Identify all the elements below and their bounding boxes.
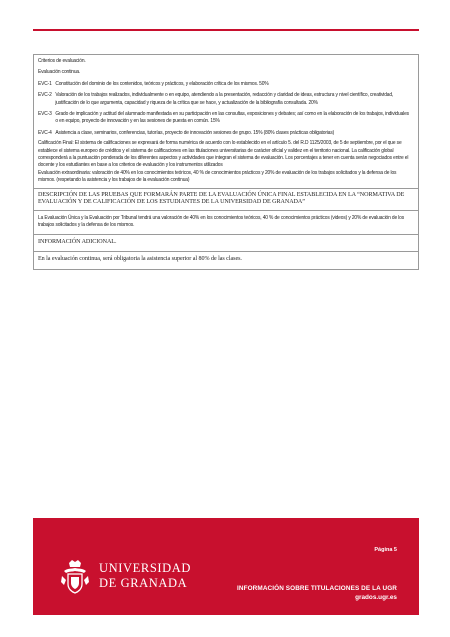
criterion-text: Valoración de los trabajos realizados, individualmente o en equipo, atendiendo a la presentación, redacción y claridad de ideas, estructura y nivel científico, creatividad, justificación de lo que argumenta, capacidad y riqueza de la crítica que se hace, y actualización de la bibliografía consultada. 20% xyxy=(55,92,394,106)
criterion-evc1 xyxy=(38,81,412,88)
criteria-subtitle: Evaluación continua. xyxy=(38,69,81,76)
criterion-evc3 xyxy=(38,111,412,126)
footer-site-link[interactable]: grados.ugr.es xyxy=(355,594,397,601)
single-eval-text-cell xyxy=(33,211,419,235)
criterion-evc4 xyxy=(38,130,412,137)
criterion-code: EVC-1 xyxy=(38,80,52,87)
additional-text-cell xyxy=(33,252,419,270)
criterion-code: EVC-4 xyxy=(38,129,52,136)
page-number: Página 5 xyxy=(374,547,397,553)
final-grade-text: Calificación Final: El sistema de calificaciones se expresará de forma numérica de acuerdo con lo establecido en el artículo 5. del R.D 1125/2003, de 5 de septiembre, por el que se establece el sistema europeo de créditos y el sistema de calificaciones en las titulaciones universitarias de carácter oficial y validez en el territorio nacional. La calificación global corresponderá a la puntuación ponderada de los diferentes aspectos y actividades que integran el sistema de evaluación. Los porcentajes a tener en cuenta serán negociados entre el docente y los estudiantes en base a los criterios de evaluación y los instrumentos utilizados xyxy=(38,140,409,169)
criterion-evc2 xyxy=(38,92,412,107)
header-rule xyxy=(33,29,419,31)
single-eval-text: La Evaluación Única y la Evaluación por Tribunal tendrá una valoración de 40% en los conocimientos teóricos, 40 % de conocimientos prácticos (videos) y 20% de evaluación de los trabajos solicitados y la defensa de los mismos. xyxy=(38,214,405,229)
criteria-cell xyxy=(33,54,419,189)
university-crest-icon xyxy=(60,559,90,595)
criterion-text: Grado de implicación y actitud del alumnado manifestada en su participación en las consultas, exposiciones y debates; así como en la elaboración de los trabajos, individuales o en equipo, proyecto de innovación y en las sesiones de puesta en común. 15% xyxy=(55,111,409,125)
criterion-code: EVC-2 xyxy=(38,92,52,99)
footer-banner xyxy=(33,518,419,615)
criterion-code: EVC-3 xyxy=(38,111,52,118)
additional-heading-cell xyxy=(33,235,419,253)
footer-info-label: INFORMACIÓN SOBRE TITULACIONES DE LA UGR xyxy=(237,585,397,592)
additional-heading: INFORMACIÓN ADICIONAL. xyxy=(38,238,117,245)
criterion-text: Asistencia a clase, seminarios, conferencias, tutorías, proyecto de innovación sesiones de grupo. 15% (80% clases prácticas obligatorias) xyxy=(55,129,335,136)
university-name-line2: DE GRANADA xyxy=(99,576,188,590)
criteria-title: Criterios de evaluación. xyxy=(38,58,86,64)
extraordinary-eval-text: Evaluación extraordinaria: valoración de 40% en los conocimientos teóricos, 40 % de conocimientos prácticos y 20% de evaluación de los trabajos solicitados y la defensa de los mismos. (respetando la asistencia y los trabajos de la evaluación continua) xyxy=(38,169,397,184)
content-table xyxy=(33,54,419,270)
criterion-text: Constitución del dominio de los contenidos, teóricos y prácticos, y elaboración crítica de los mismos. 50% xyxy=(55,80,269,87)
single-eval-heading: DESCRIPCIÓN DE LAS PRUEBAS QUE FORMARÁN PARTE DE LA EVALUACIÓN ÚNICA FINAL ESTABLECIDA EN LA “NORMATIVA DE EVALUACIÓN Y DE CALIFICACIÓN DE LOS ESTUDIANTES DE LA UNIVERSIDAD DE GRANADA” xyxy=(38,191,405,206)
additional-text: En la evaluación continua, será obligatoria la asistencia superior al 80% de las clases. xyxy=(38,256,242,263)
university-name-line1: UNIVERSIDAD xyxy=(99,561,192,575)
single-eval-heading-cell xyxy=(33,189,419,211)
